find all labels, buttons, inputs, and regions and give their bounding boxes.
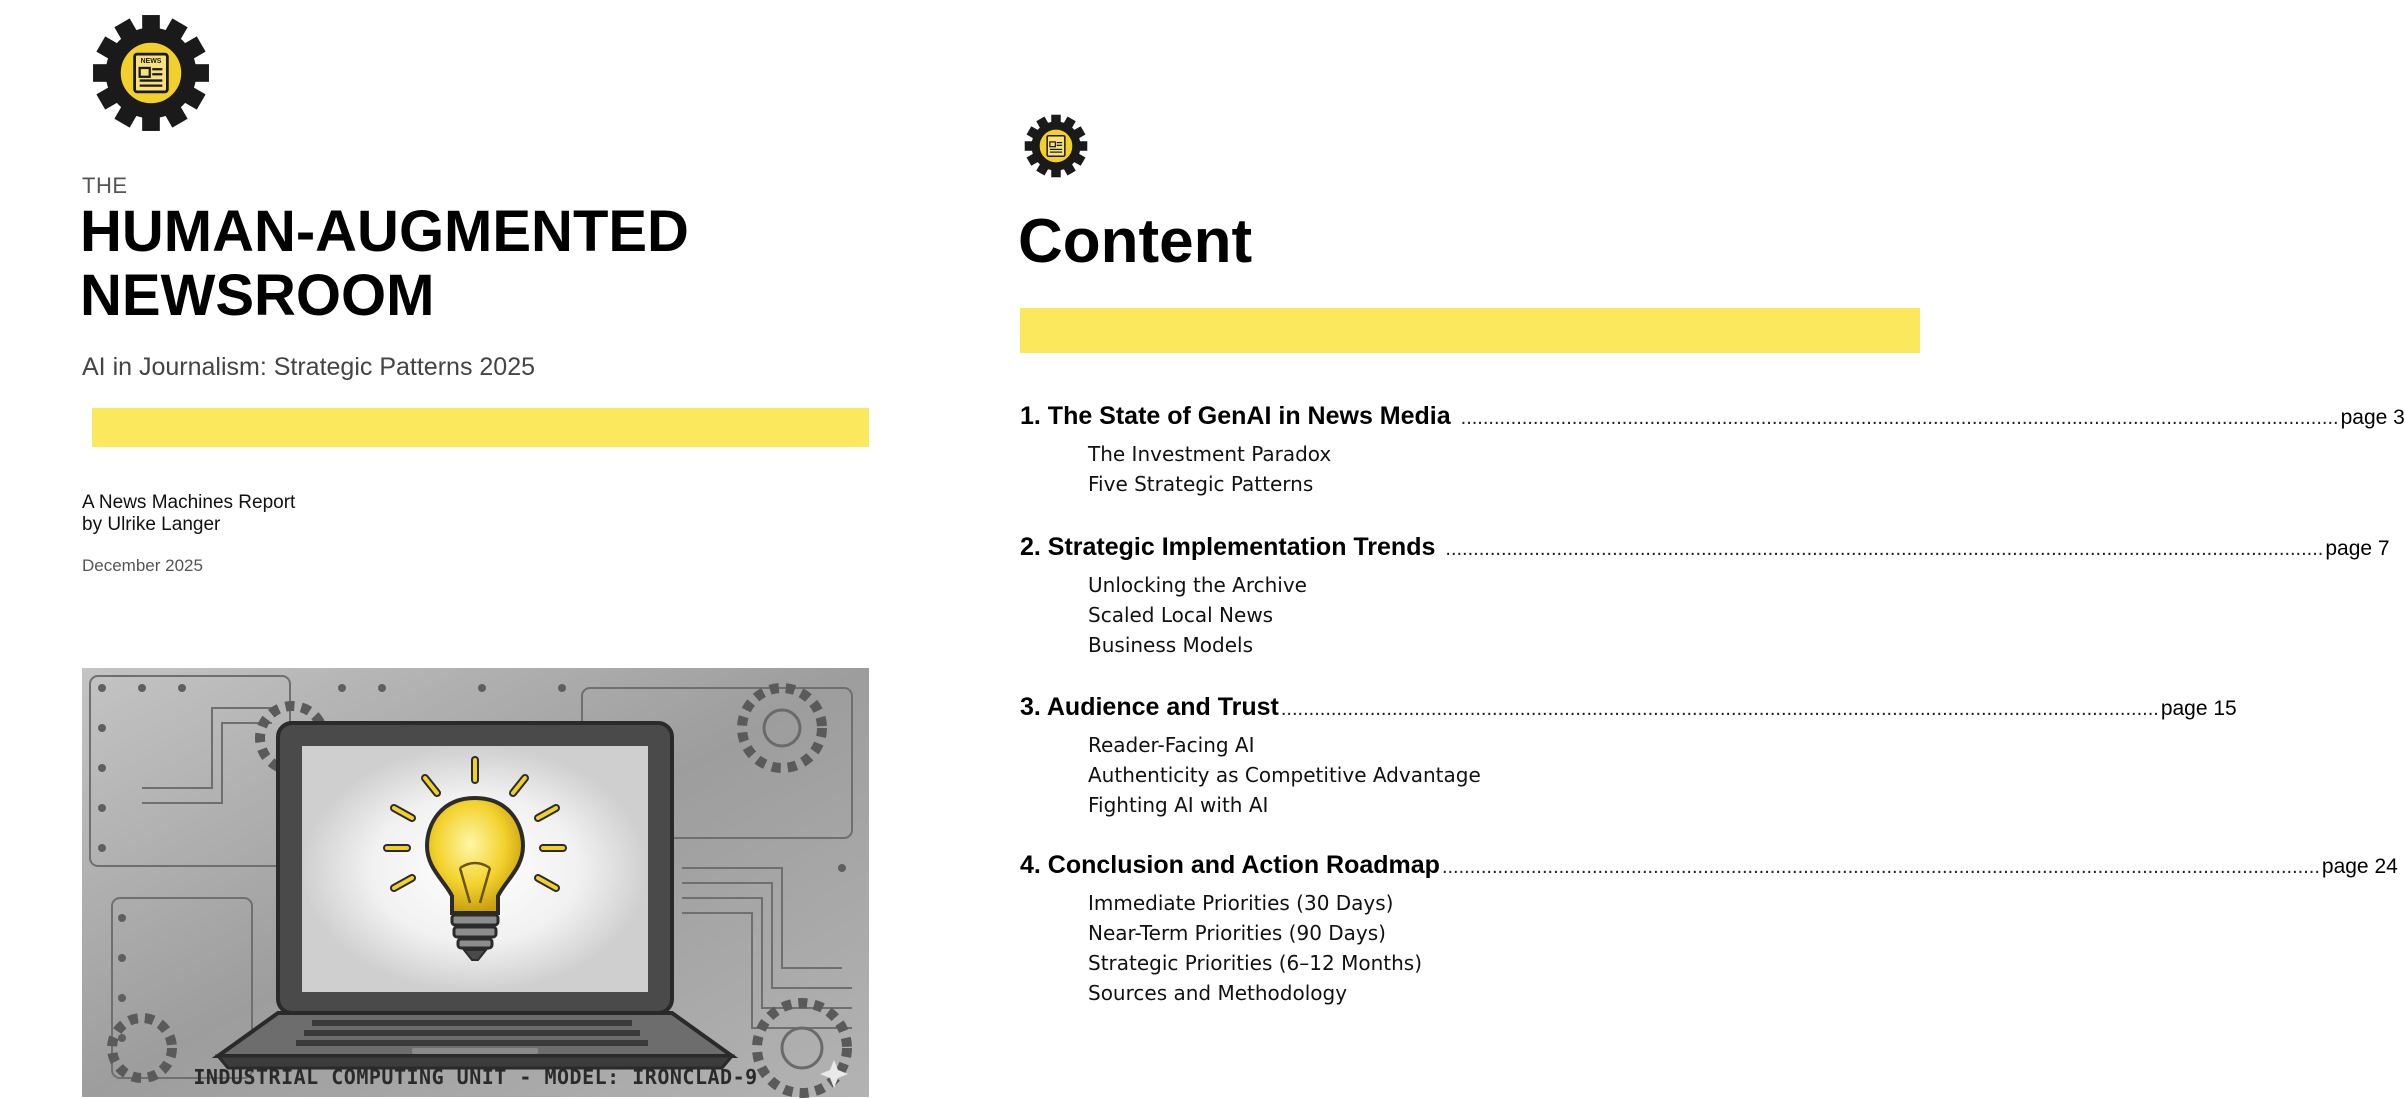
contents-page: [1000, 0, 2405, 1099]
toc-page-number: page 3: [2340, 406, 2405, 429]
toc-subsection-list: [1088, 888, 1880, 1008]
toc-subsection-list: [1088, 570, 1880, 660]
publication-date: December 2025: [82, 556, 203, 575]
toc-section-1[interactable]: [1020, 402, 2405, 499]
yellow-accent-bar: [92, 408, 869, 447]
toc-section-title: 3. Audience and Trust: [1020, 693, 1279, 721]
toc-section-3[interactable]: [1020, 693, 2237, 820]
toc-subsection[interactable]: Business Models: [1088, 633, 1254, 657]
toc-section-heading: [1020, 533, 2390, 562]
dot-leader: ..............................................................................................................................................................: [1445, 538, 2324, 560]
dot-leader: ..............................................................................................................................................................: [1460, 407, 2339, 429]
toc-subsection[interactable]: Scaled Local News: [1088, 603, 1274, 627]
dot-leader: ..............................................................................................................................................................: [1280, 698, 2159, 720]
toc-subsection-list: [1088, 730, 1880, 820]
report-title-line2: NEWSROOM: [80, 263, 435, 328]
contents-heading: Content: [1018, 207, 1253, 276]
title-prefix: THE: [82, 173, 128, 198]
toc-subsection[interactable]: Fighting AI with AI: [1088, 793, 1269, 817]
toc-section-heading: [1020, 851, 2398, 880]
toc-section-heading: [1020, 693, 2237, 722]
toc-section-4[interactable]: [1020, 851, 2398, 1008]
illustration-caption: INDUSTRIAL COMPUTING UNIT - MODEL: IRONCLAD-9: [193, 1065, 758, 1089]
cover-illustration: [82, 668, 869, 1097]
toc-subsection[interactable]: Unlocking the Archive: [1088, 573, 1307, 597]
toc-subsection[interactable]: The Investment Paradox: [1088, 442, 1332, 466]
author-line: by Ulrike Langer: [82, 514, 221, 535]
laptop-lightbulb-illustration-icon: [82, 668, 869, 1097]
toc-subsection[interactable]: Reader-Facing AI: [1088, 733, 1255, 757]
toc-subsection[interactable]: Strategic Priorities (6–12 Months): [1088, 951, 1422, 975]
toc-page-number: page 24: [2321, 855, 2398, 878]
toc-subsection-list: [1088, 439, 1880, 499]
toc-subsection[interactable]: Authenticity as Competitive Advantage: [1088, 763, 1481, 787]
gear-newspaper-logo-small-icon: [1022, 112, 1090, 180]
publisher-line: A News Machines Report: [82, 492, 296, 513]
toc-page-number: page 7: [2325, 537, 2390, 560]
toc-page-number: page 15: [2160, 697, 2237, 720]
svg-text:NEWS: NEWS: [140, 57, 162, 65]
dot-leader: ..............................................................................................................................................................: [1441, 856, 2320, 878]
cover-page: [0, 0, 900, 1099]
report-title-line1: HUMAN-AUGMENTED: [80, 199, 689, 264]
toc-subsection[interactable]: Near-Term Priorities (90 Days): [1088, 921, 1386, 945]
toc-section-title: 4. Conclusion and Action Roadmap: [1020, 851, 1440, 879]
report-title: [80, 200, 689, 328]
toc-subsection[interactable]: Five Strategic Patterns: [1088, 472, 1314, 496]
toc-section-heading: [1020, 402, 2405, 431]
gear-newspaper-logo-icon: [88, 10, 214, 136]
toc-section-2[interactable]: [1020, 533, 2390, 660]
toc-section-title: 2. Strategic Implementation Trends: [1020, 533, 1436, 561]
toc-subsection[interactable]: Immediate Priorities (30 Days): [1088, 891, 1394, 915]
toc-subsection[interactable]: Sources and Methodology: [1088, 981, 1348, 1005]
toc-section-title: 1. The State of GenAI in News Media: [1020, 402, 1451, 430]
report-subtitle: AI in Journalism: Strategic Patterns 2025: [82, 353, 536, 381]
yellow-accent-bar: [1020, 308, 1920, 353]
